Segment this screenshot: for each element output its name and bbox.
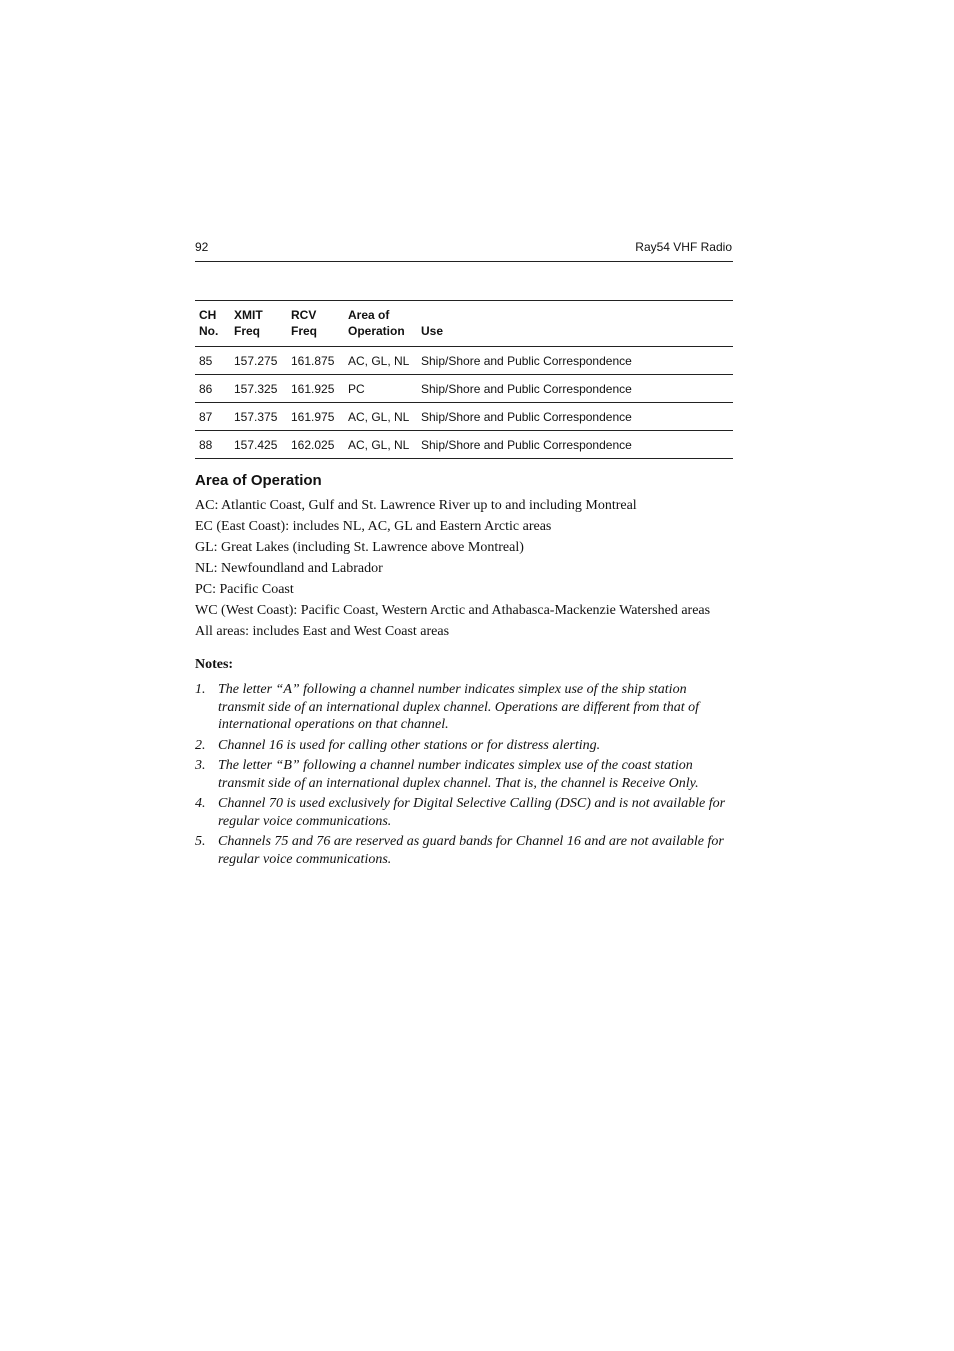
column-header-rcv: RCV Freq [287,301,344,347]
cell-rcv: 161.875 [287,347,344,375]
cell-use: Ship/Shore and Public Correspondence [417,431,733,459]
cell-area: AC, GL, NL [344,347,417,375]
area-definitions-list [195,496,755,643]
cell-area: AC, GL, NL [344,431,417,459]
cell-rcv: 161.975 [287,403,344,431]
note-text: Channel 70 is used exclusively for Digital Selective Calling (DSC) and is not available for regular voice communications. [218,796,726,829]
note-number: 4. [195,796,206,811]
note-number: 2. [195,737,206,753]
cell-use: Ship/Shore and Public Correspondence [417,375,733,403]
cell-rcv: 161.925 [287,375,344,403]
table-header-row [195,301,733,347]
note-item [195,681,735,734]
area-definition: EC (East Coast): includes NL, AC, GL and Eastern Arctic areas [195,519,552,534]
note-item [195,795,735,830]
cell-ch: 87 [195,403,230,431]
page-number: 92 [195,240,209,254]
cell-use: Ship/Shore and Public Correspondence [417,347,733,375]
note-number: 1. [195,682,206,697]
note-item [195,757,735,792]
cell-xmit: 157.425 [230,431,287,459]
note-text: The letter “B” following a channel number indicates simplex use of the coast station transmit side of an international duplex channel. That is, the channel is Receive Only. [218,758,699,791]
area-of-operation-heading: Area of Operation [195,472,322,489]
note-number: 5. [195,834,206,849]
table-row [195,375,733,403]
note-text: Channels 75 and 76 are reserved as guard bands for Channel 16 and are not available for regular voice communications. [218,834,724,867]
area-definition: WC (West Coast): Pacific Coast, Western Arctic and Athabasca-Mackenzie Watershed areas [195,603,711,618]
note-item [195,833,735,868]
table-row [195,347,733,375]
column-header-use: Use [417,301,733,347]
area-definition: NL: Newfoundland and Labrador [195,561,383,576]
table-row [195,431,733,459]
notes-heading: Notes: [195,657,234,672]
cell-ch: 88 [195,431,230,459]
note-number: 3. [195,758,206,773]
cell-xmit: 157.375 [230,403,287,431]
table-row [195,403,733,431]
cell-area: AC, GL, NL [344,403,417,431]
cell-ch: 86 [195,375,230,403]
cell-ch: 85 [195,347,230,375]
cell-area: PC [344,375,417,403]
channel-table [195,300,733,459]
cell-use: Ship/Shore and Public Correspondence [417,403,733,431]
cell-xmit: 157.325 [230,375,287,403]
cell-xmit: 157.275 [230,347,287,375]
note-text: Channel 16 is used for calling other stations or for distress alerting. [218,737,601,753]
column-header-xmit: XMIT Freq [230,301,287,347]
area-definition: All areas: includes East and West Coast areas [195,624,450,639]
area-definition: GL: Great Lakes (including St. Lawrence above Montreal) [195,540,524,555]
area-definition: AC: Atlantic Coast, Gulf and St. Lawrence River up to and including Montreal [195,498,637,513]
document-title: Ray54 VHF Radio [635,240,732,254]
note-item [195,737,735,755]
area-definition: PC: Pacific Coast [195,582,294,597]
page-header [195,239,733,262]
column-header-ch: CH No. [195,301,230,347]
notes-list [195,681,735,871]
note-text: The letter “A” following a channel number indicates simplex use of the ship station transmit side of an international duplex channel. Operations are different from that of international operations on that channel. [218,682,700,732]
column-header-area: Area of Operation [344,301,417,347]
cell-rcv: 162.025 [287,431,344,459]
